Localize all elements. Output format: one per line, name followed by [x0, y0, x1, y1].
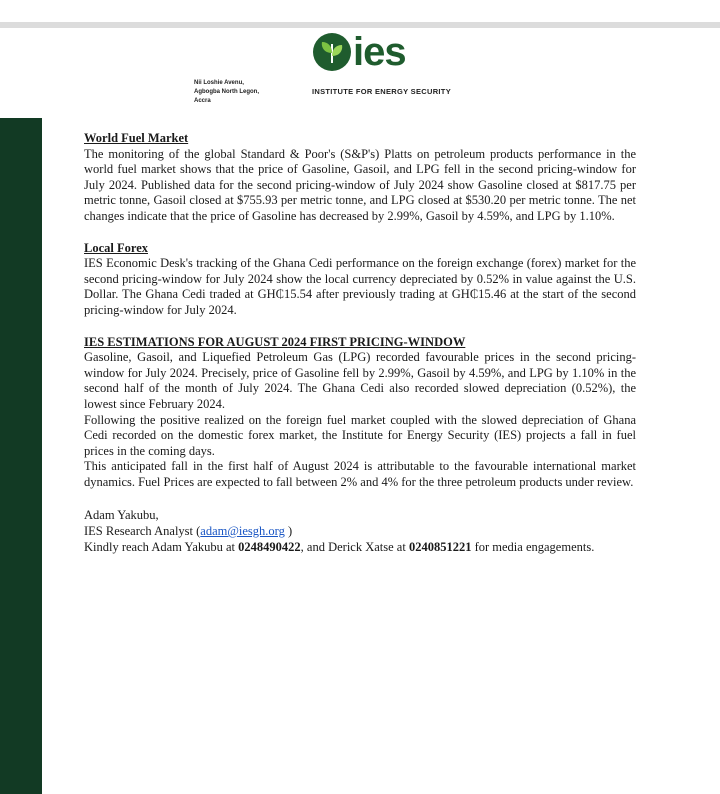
contact-text: for media engagements.: [471, 539, 595, 554]
title-text: IES Research Analyst (: [84, 524, 201, 539]
signature-title: [84, 524, 636, 540]
document-body: [84, 131, 636, 555]
section-body: The monitoring of the global Standard & Poor's (S&P's) Platts on petroleum products performance in the world fuel market shows that the price of Gasoline, Gasoil, and LPG fell in the second pricing-window for July 2024. Published data for the second pricing-window of July 2024 show Gasoline closed at $817.75 per metric tonne, Gasoil closed at $755.93 per metric tonne, and LPG closed at $530.20 per metric tonne. The net changes indicate that the price of Gasoline has decreased by 2.99%, Gasoil by 4.59%, and LPG by 1.10%.: [84, 146, 636, 223]
institute-name: INSTITUTE FOR ENERGY SECURITY: [312, 87, 451, 96]
address-line: Agbogba North Legon,: [194, 89, 259, 95]
contact-text: , and Derick Xatse at: [300, 539, 409, 554]
section-paragraph: Gasoline, Gasoil, and Liquefied Petroleum Gas (LPG) recorded favourable prices in the second pricing-window for July 2024. Precisely, price of Gasoline fell by 2.99%, Gasoil by 4.59%, and LPG by 1.10% in the second half of the month of July 2024. The Ghana Cedi also recorded slowed depreciation (0.52%), the lowest since February 2024.: [84, 350, 636, 411]
logo-text: ies: [353, 30, 406, 74]
section-paragraph: This anticipated fall in the first half of August 2024 is attributable to the favourable international market dynamics. Fuel Prices are expected to fall between 2% and 4% for the three petroleum products under review.: [84, 459, 636, 489]
side-band: [0, 118, 42, 794]
ies-logo: [312, 30, 406, 74]
estimations-section: [84, 335, 636, 491]
phone-number: 0248490422: [238, 539, 301, 554]
phone-number: 0240851221: [408, 539, 472, 554]
signature-block: [84, 508, 636, 555]
signature-name: Adam Yakubu,: [84, 508, 159, 523]
contact-line: [84, 540, 636, 556]
leaf-logo-icon: [312, 32, 352, 72]
section-heading: Local Forex: [84, 240, 148, 255]
top-rule: [0, 22, 720, 28]
section-paragraph: Following the positive realized on the foreign fuel market coupled with the slowed depreciation of Ghana Cedi recorded on the domestic forex market, the Institute for Energy Security (IES) projects a fall in fuel prices in the coming days.: [84, 412, 636, 458]
email-link[interactable]: adam@iesgh.org: [200, 524, 285, 539]
section-heading: World Fuel Market: [84, 131, 189, 145]
local-forex-section: [84, 241, 636, 319]
address-block: [194, 79, 294, 106]
address-line: Accra: [194, 98, 211, 104]
section-heading: IES ESTIMATIONS FOR AUGUST 2024 FIRST PRICING-WINDOW: [84, 334, 466, 349]
contact-text: Kindly reach Adam Yakubu at: [84, 539, 239, 554]
title-text: ): [284, 524, 293, 539]
world-fuel-section: [84, 131, 636, 225]
address-line: Nii Loshie Avenu,: [194, 80, 244, 86]
section-body: IES Economic Desk's tracking of the Ghana Cedi performance on the foreign exchange (forex) market for the second pricing-window for July 2024 show the local currency depreciated by 0.52% in value against the U.S. Dollar. The Ghana Cedi traded at GH₵15.54 after previously trading at GH₵15.46 at the start of the second pricing-window for July 2024.: [84, 256, 636, 317]
